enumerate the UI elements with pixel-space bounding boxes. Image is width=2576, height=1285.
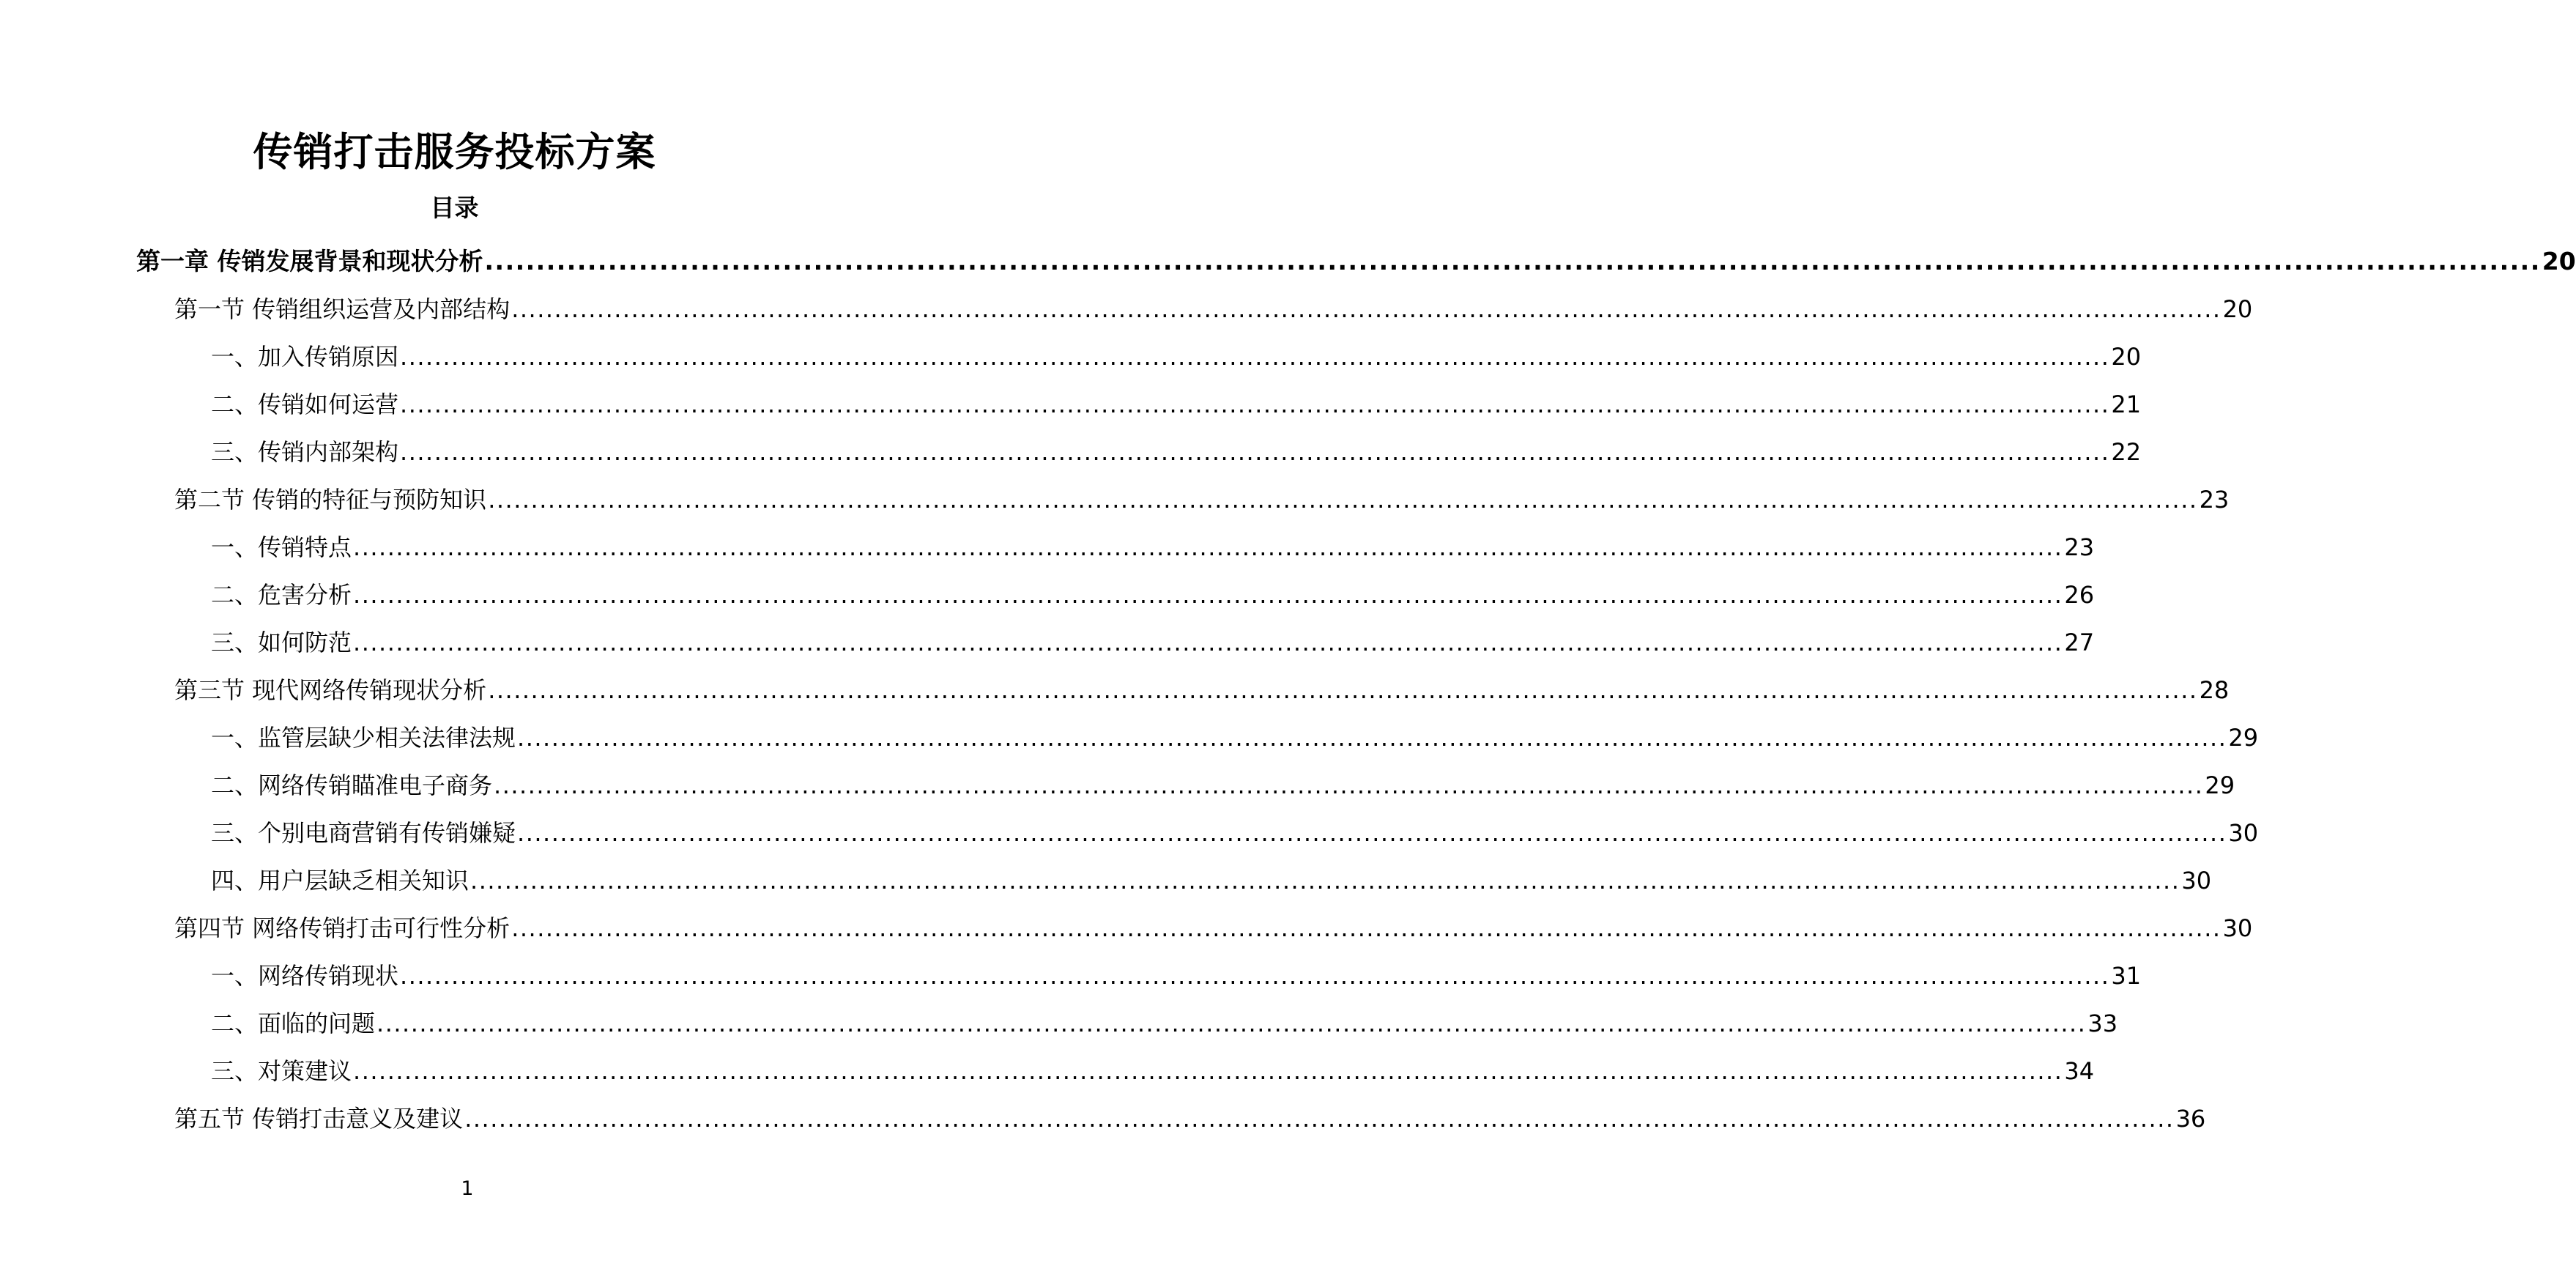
toc-entry-page: 20: [2542, 246, 2576, 275]
toc-entry-page: 29: [2205, 771, 2235, 799]
toc-entry[interactable]: [0, 523, 2095, 571]
dot-leader: ........................................................................................................................................................................................................: [511, 914, 2221, 942]
toc-entry-label: 三、对策建议: [211, 1056, 352, 1085]
toc-entry-page: 36: [2175, 1104, 2206, 1133]
toc-entry[interactable]: [0, 856, 2212, 904]
toc-entry-label: 三、如何防范: [211, 628, 352, 656]
toc-entry-label: 第五节 传销打击意义及建议: [174, 1104, 464, 1133]
toc-entry-label: 一、传销特点: [211, 533, 352, 561]
toc-entry-label: 三、个别电商营销有传销嫌疑: [211, 818, 516, 847]
table-of-contents: [0, 237, 2576, 1142]
toc-entry-label: 第一节 传销组织运营及内部结构: [174, 295, 511, 323]
toc-entry[interactable]: [0, 1047, 2095, 1095]
dot-leader: ........................................................................................................................................................................................................: [464, 1104, 2175, 1133]
toc-entry-label: 二、危害分析: [211, 580, 352, 609]
toc-entry-label: 一、加入传销原因: [211, 342, 399, 371]
dot-leader: ........................................................................................................................................................................................................: [353, 628, 2063, 656]
toc-entry[interactable]: [0, 428, 2142, 475]
toc-entry-label: 二、传销如何运营: [211, 390, 399, 418]
dot-leader: ........................................................................................................................................................................................................: [488, 485, 2198, 514]
toc-entry-page: 30: [2181, 866, 2212, 895]
dot-leader: ........................................................................................................................................................................................................: [488, 675, 2198, 704]
dot-leader: ........................................................................................................................................................................................................: [376, 1009, 2087, 1037]
toc-entry-label: 第四节 网络传销打击可行性分析: [174, 914, 511, 942]
dot-leader: ........................................................................................................................................................................................................: [470, 866, 2180, 895]
dot-leader: ........................................................................................................................................................................................................: [400, 437, 2110, 466]
toc-entry[interactable]: [0, 952, 2142, 999]
toc-entry-label: 二、网络传销瞄准电子商务: [211, 771, 493, 799]
toc-entry[interactable]: [0, 1095, 2206, 1142]
document-title: 传销打击服务投标方案: [253, 129, 656, 175]
toc-entry-label: 第一章 传销发展背景和现状分析: [136, 246, 483, 275]
toc-entry-page: 28: [2199, 675, 2230, 704]
toc-entry-label: 一、监管层缺少相关法律法规: [211, 723, 516, 752]
dot-leader: ........................................................................................................................................................................................................: [484, 246, 2541, 275]
toc-entry[interactable]: [0, 761, 2235, 809]
toc-entry-page: 23: [2199, 485, 2230, 514]
toc-entry-label: 一、网络传销现状: [211, 961, 399, 990]
dot-leader: ........................................................................................................................................................................................................: [517, 723, 2227, 752]
toc-entry-page: 30: [2228, 818, 2259, 847]
toc-entry-page: 27: [2064, 628, 2095, 656]
toc-entry-label: 二、面临的问题: [211, 1009, 376, 1037]
toc-entry-label: 第二节 传销的特征与预防知识: [174, 485, 487, 514]
toc-entry[interactable]: [0, 904, 2253, 952]
toc-entry-page: 21: [2111, 390, 2142, 418]
toc-entry[interactable]: [0, 380, 2142, 428]
toc-entry-page: 26: [2064, 580, 2095, 609]
toc-entry-label: 四、用户层缺乏相关知识: [211, 866, 469, 895]
toc-entry-page: 29: [2228, 723, 2259, 752]
toc-entry-label: 三、传销内部架构: [211, 437, 399, 466]
dot-leader: ........................................................................................................................................................................................................: [400, 390, 2110, 418]
dot-leader: ........................................................................................................................................................................................................: [511, 295, 2221, 323]
toc-entry[interactable]: [0, 618, 2095, 666]
toc-entry[interactable]: [0, 571, 2095, 618]
toc-entry-page: 33: [2087, 1009, 2118, 1037]
toc-entry[interactable]: [0, 999, 2118, 1047]
toc-entry-page: 20: [2111, 342, 2142, 371]
dot-leader: ........................................................................................................................................................................................................: [353, 533, 2063, 561]
toc-entry[interactable]: [0, 285, 2253, 333]
dot-leader: ........................................................................................................................................................................................................: [353, 580, 2063, 609]
toc-entry[interactable]: [0, 666, 2230, 714]
dot-leader: ........................................................................................................................................................................................................: [353, 1056, 2063, 1085]
dot-leader: ........................................................................................................................................................................................................: [400, 961, 2110, 990]
toc-entry[interactable]: [0, 714, 2259, 761]
toc-entry-page: 31: [2111, 961, 2142, 990]
toc-entry[interactable]: [0, 333, 2142, 380]
page-number: 1: [461, 1177, 474, 1200]
toc-entry[interactable]: [0, 475, 2230, 523]
toc-entry-label: 第三节 现代网络传销现状分析: [174, 675, 487, 704]
toc-entry-page: 20: [2222, 295, 2253, 323]
dot-leader: ........................................................................................................................................................................................................: [400, 342, 2110, 371]
dot-leader: ........................................................................................................................................................................................................: [517, 818, 2227, 847]
toc-entry-page: 30: [2222, 914, 2253, 942]
toc-entry-page: 23: [2064, 533, 2095, 561]
toc-entry-page: 22: [2111, 437, 2142, 466]
toc-entry[interactable]: [0, 809, 2259, 856]
toc-entry-page: 34: [2064, 1056, 2095, 1085]
toc-heading: 目录: [430, 193, 479, 222]
toc-entry[interactable]: [0, 237, 2576, 285]
dot-leader: ........................................................................................................................................................................................................: [494, 771, 2204, 799]
